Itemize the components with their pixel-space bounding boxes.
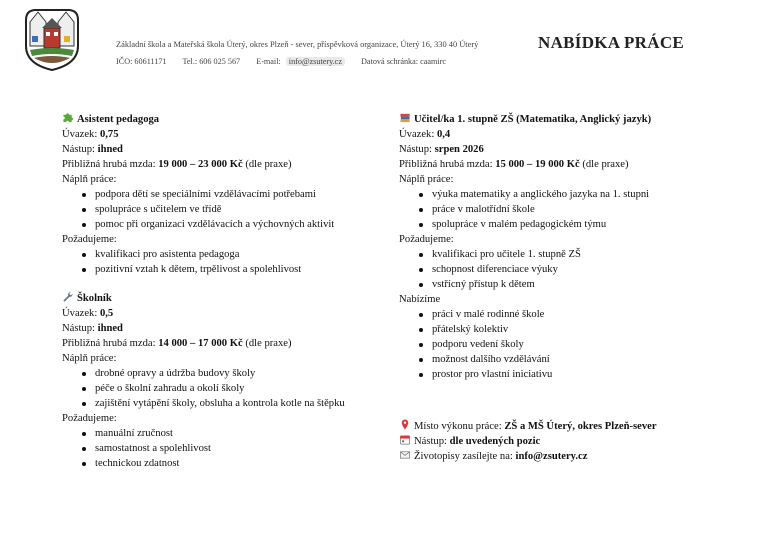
list-item: prostor pro vlastní iniciativu — [432, 367, 651, 382]
pin-icon — [399, 419, 411, 430]
pozadujeme-list — [62, 426, 345, 471]
list-item: drobné opravy a údržba budovy školy — [95, 366, 345, 381]
calendar-icon — [399, 434, 411, 445]
mzda: Přibližná hrubá mzda: 14 000 – 17 000 Kč (dle praxe) — [62, 338, 292, 349]
list-item: spolupráce v malém pedagogickém týmu — [432, 217, 651, 232]
right-column — [399, 112, 651, 382]
email-link[interactable]: info@zsutery.cz — [286, 57, 345, 66]
napln-list — [62, 366, 345, 411]
pozadujeme-label: Požadujeme: — [62, 413, 117, 424]
nastup: Nástup: ihned — [62, 323, 123, 334]
uvazek: Úvazek: 0,4 — [399, 129, 451, 140]
phone: Tel.: 606 025 567 — [182, 57, 241, 66]
list-item: práci v malé rodinné škole — [432, 307, 651, 322]
napln-list — [62, 187, 345, 232]
list-item: samostatnost a spolehlivost — [95, 441, 345, 456]
list-item: pozitivní vztah k dětem, trpělivost a spolehlivost — [95, 262, 345, 277]
list-item: přátelský kolektiv — [432, 322, 651, 337]
napln-label: Náplň práce: — [62, 353, 117, 364]
data-box: Datová schránka: caamirc — [361, 57, 447, 66]
pozadujeme-label: Požadujeme: — [62, 234, 117, 245]
list-item: péče o školní zahradu a okolí školy — [95, 381, 345, 396]
nastup-info: Nástup: dle uvedených pozic — [399, 434, 657, 449]
uvazek: Úvazek: 0,5 — [62, 308, 114, 319]
list-item: podpora dětí se speciálními vzdělávacími potřebami — [95, 187, 345, 202]
nabizime-list — [399, 307, 651, 382]
left-column — [62, 112, 345, 471]
list-item: práce v malotřídní škole — [432, 202, 651, 217]
pozadujeme-list — [399, 247, 651, 292]
cv-email-link[interactable]: info@zsutery.cz — [515, 451, 588, 462]
contact-line — [116, 57, 460, 66]
napln-label: Náplň práce: — [62, 174, 117, 185]
nastup: Nástup: ihned — [62, 144, 123, 155]
page-title: NABÍDKA PRÁCE — [538, 33, 685, 52]
list-item: technickou zdatnost — [95, 456, 345, 471]
list-item: pomoc při organizaci vzdělávacích a výchovných aktivit — [95, 217, 345, 232]
list-item: manuální zručnost — [95, 426, 345, 441]
school-logo — [22, 6, 82, 72]
mzda: Přibližná hrubá mzda: 15 000 – 19 000 Kč (dle praxe) — [399, 159, 629, 170]
list-item: kvalifikaci pro učitele 1. stupně ZŠ — [432, 247, 651, 262]
uvazek: Úvazek: 0,75 — [62, 129, 119, 140]
list-item: zajištění vytápění školy, obsluha a kontrola kotle na štěpku — [95, 398, 345, 409]
cv-info: Životopisy zasílejte na: info@zsutery.cz — [399, 449, 657, 464]
job-title-ucitel: Učitel/ka 1. stupně ZŠ (Matematika, Anglický jazyk) — [399, 112, 651, 127]
email-label: E-mail: — [256, 57, 281, 66]
list-item: výuka matematiky a anglického jazyka na 1. stupni — [432, 187, 651, 202]
list-item: podporu vedení školy — [432, 337, 651, 352]
napln-label: Náplň práce: — [399, 174, 454, 185]
job-title-asistent: Asistent pedagoga — [62, 112, 345, 127]
nastup: Nástup: srpen 2026 — [399, 144, 484, 155]
books-icon — [399, 112, 411, 123]
list-item: kvalifikaci pro asistenta pedagoga — [95, 247, 345, 262]
school-address: Základní škola a Mateřská škola Úterý, okres Plzeň - sever, příspěvková organizace, Úterý 16, 330 40 Úterý — [116, 40, 479, 49]
contact-footer — [399, 419, 657, 464]
puzzle-icon — [62, 112, 74, 123]
mzda: Přibližná hrubá mzda: 19 000 – 23 000 Kč (dle praxe) — [62, 159, 292, 170]
nabizime-label: Nabízíme — [399, 294, 441, 305]
list-item: schopnost diferenciace výuky — [432, 262, 651, 277]
pozadujeme-label: Požadujeme: — [399, 234, 454, 245]
misto: Místo výkonu práce: ZŠ a MŠ Úterý, okres Plzeň-sever — [399, 419, 657, 434]
napln-list — [399, 187, 651, 232]
list-item: vstřícný přístup k dětem — [432, 277, 651, 292]
job-title-skolnik: Školník — [62, 291, 345, 306]
list-item: možnost dalšího vzdělávání — [432, 352, 651, 367]
pozadujeme-list — [62, 247, 345, 277]
list-item: spolupráce s učitelem ve třídě — [95, 202, 345, 217]
wrench-icon — [62, 291, 74, 302]
ico: IČO: 60611171 — [116, 57, 167, 66]
envelope-icon — [399, 449, 411, 460]
